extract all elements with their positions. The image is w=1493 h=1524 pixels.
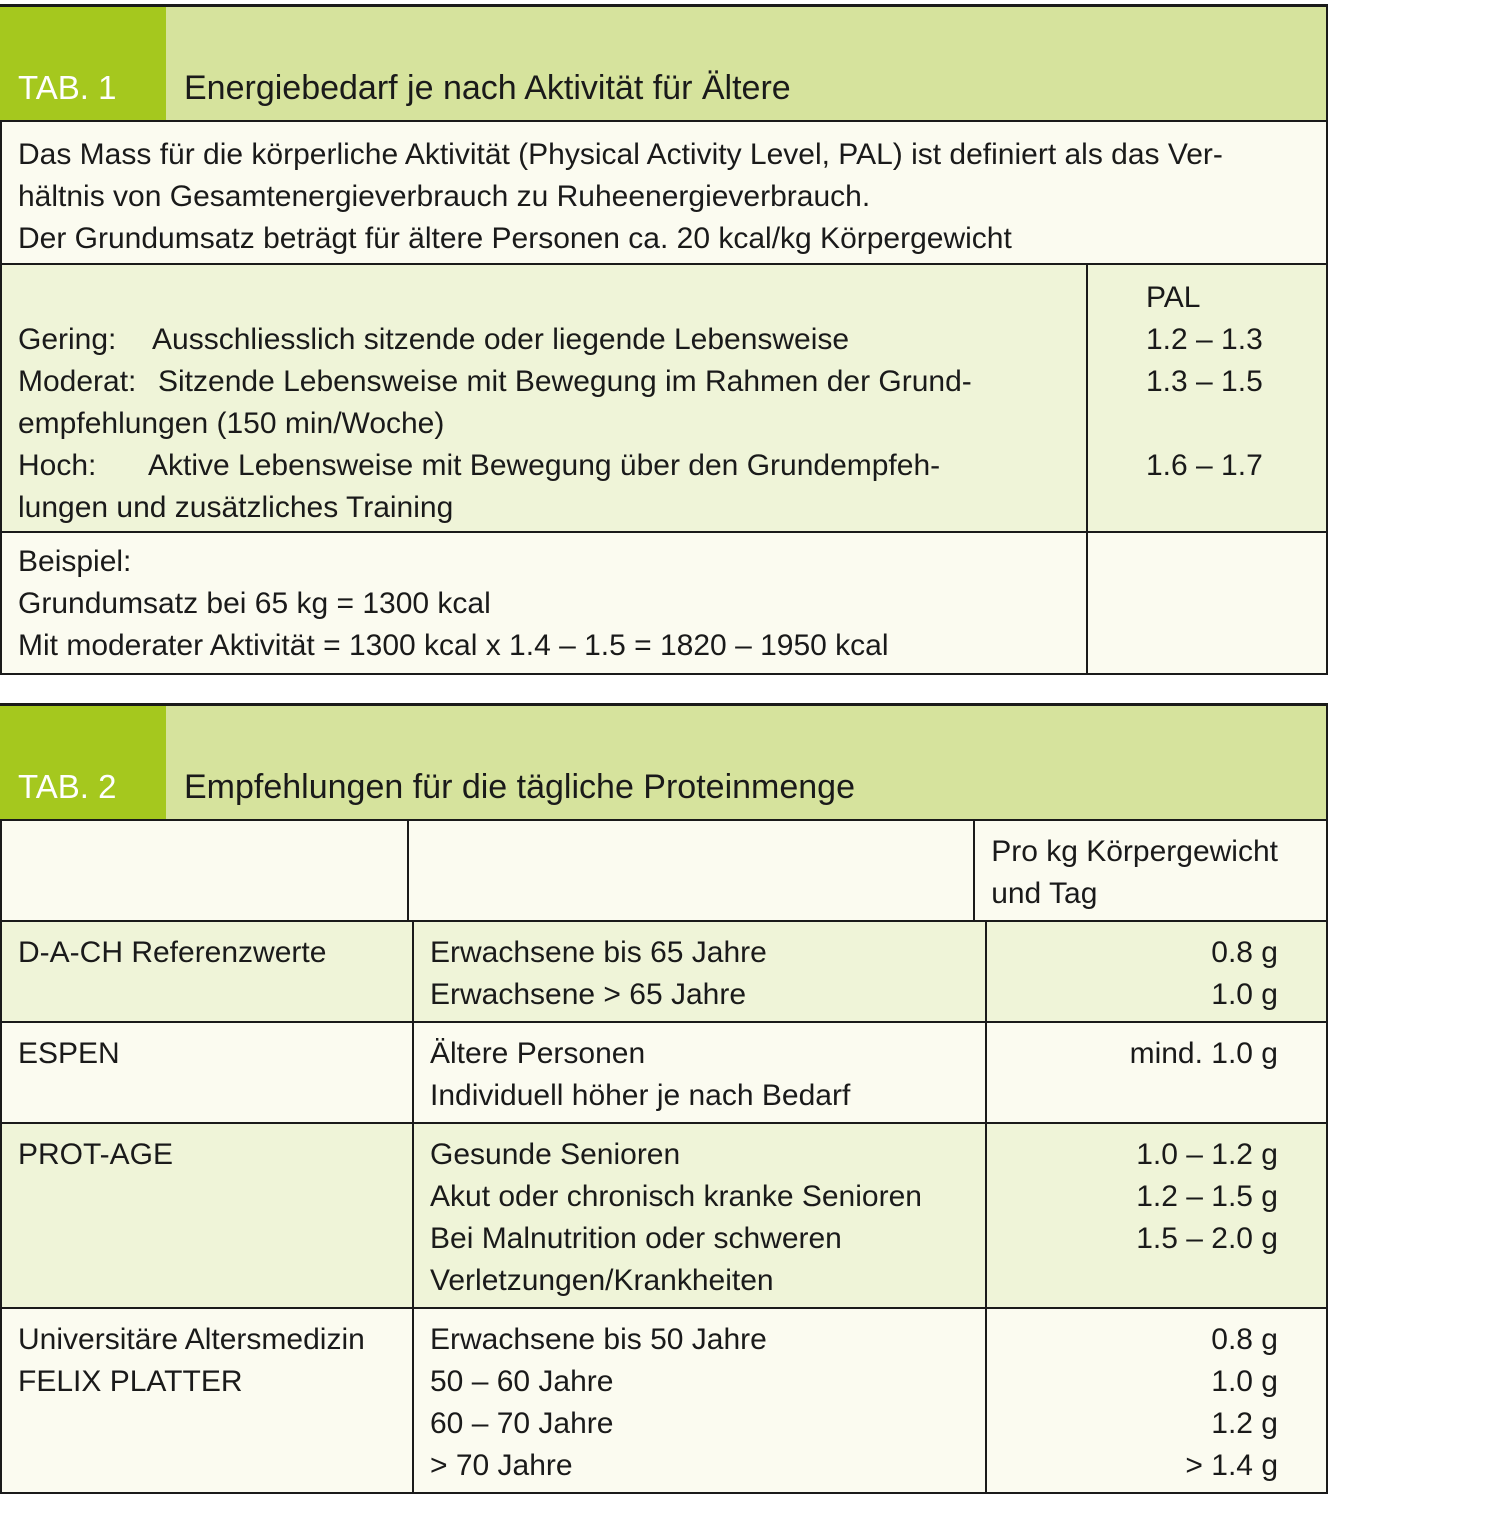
pal-value: 1.3 – 1.5: [1146, 365, 1263, 398]
table-1-intro: [0, 122, 1328, 265]
value-line: 1.5 – 2.0 g: [1136, 1222, 1278, 1255]
group-line: Akut oder chronisch kranke Senioren: [430, 1180, 922, 1213]
unit-header-line: und Tag: [991, 877, 1098, 910]
activity-level-label: Hoch:: [18, 449, 97, 482]
value-cell: [987, 1309, 1326, 1492]
group-line: Erwachsene bis 50 Jahre: [430, 1323, 767, 1356]
activity-level-text: Ausschliesslich sitzende oder liegende Lebensweise: [152, 323, 850, 356]
source-cell: [2, 922, 414, 1021]
group-line: > 70 Jahre: [430, 1449, 573, 1482]
group-line: Gesunde Senioren: [430, 1138, 681, 1171]
source-line: ESPEN: [18, 1037, 120, 1070]
source-cell: [2, 1023, 414, 1122]
group-line: Ältere Personen: [430, 1037, 646, 1070]
example-empty-cell: [1088, 533, 1326, 673]
table-1-header: [0, 4, 1328, 122]
table-2: [0, 703, 1328, 1494]
table-2-tag: TAB. 2: [0, 706, 166, 819]
value-line: 1.0 – 1.2 g: [1136, 1138, 1278, 1171]
activity-level-label: Moderat:: [18, 365, 137, 398]
value-line: 1.0 g: [1211, 978, 1278, 1011]
activity-level-label: Gering:: [18, 323, 117, 356]
source-cell: [2, 1124, 414, 1307]
unit-header-line: Pro kg Körpergewicht: [991, 835, 1278, 868]
table-2-column-header: [0, 821, 1328, 922]
example-line: Beispiel:: [18, 545, 132, 578]
activity-level-list: [2, 265, 1088, 531]
value-line: 0.8 g: [1211, 936, 1278, 969]
group-cell: [414, 1124, 987, 1307]
source-line: FELIX PLATTER: [18, 1365, 243, 1398]
table-row: [0, 1124, 1328, 1309]
unit-header: [975, 821, 1326, 920]
activity-level-continuation: empfehlungen (150 min/Woche): [18, 407, 445, 440]
pal-column: [1088, 265, 1326, 531]
value-line: 0.8 g: [1211, 1323, 1278, 1356]
group-line: Verletzungen/Krankheiten: [430, 1264, 774, 1297]
group-cell: [414, 922, 987, 1021]
source-line: D-A-CH Referenzwerte: [18, 936, 327, 969]
table-1-title: Energiebedarf je nach Aktivität für Ältere: [184, 69, 791, 107]
pal-header: PAL: [1146, 281, 1201, 314]
table-2-title: Empfehlungen für die tägliche Proteinmenge: [184, 768, 855, 806]
activity-level-text: Sitzende Lebensweise mit Bewegung im Rahmen der Grund-: [158, 365, 972, 398]
value-cell: [987, 1124, 1326, 1307]
activity-level-row: [18, 445, 1070, 487]
group-line: 60 – 70 Jahre: [430, 1407, 614, 1440]
intro-line: Der Grundumsatz beträgt für ältere Personen ca. 20 kcal/kg Körpergewicht: [18, 222, 1012, 255]
table-row: [0, 922, 1328, 1023]
value-cell: [987, 1023, 1326, 1122]
pal-value: 1.2 – 1.3: [1146, 323, 1263, 356]
value-line: 1.2 g: [1211, 1407, 1278, 1440]
example-line: Mit moderater Aktivität = 1300 kcal x 1.4 – 1.5 = 1820 – 1950 kcal: [18, 629, 889, 662]
activity-level-continuation: lungen und zusätzliches Training: [18, 491, 454, 524]
group-line: Erwachsene bis 65 Jahre: [430, 936, 767, 969]
group-cell: [414, 1023, 987, 1122]
table-1: [0, 4, 1328, 675]
example-text: [2, 533, 1088, 673]
group-line: 50 – 60 Jahre: [430, 1365, 614, 1398]
table-1-example: [0, 533, 1328, 675]
value-line: mind. 1.0 g: [1129, 1037, 1278, 1070]
group-line: Individuell höher je nach Bedarf: [430, 1079, 851, 1112]
source-cell: [2, 1309, 414, 1492]
intro-line: hältnis von Gesamtenergieverbrauch zu Ruheenergieverbrauch.: [18, 180, 871, 213]
value-line: 1.2 – 1.5 g: [1136, 1180, 1278, 1213]
intro-line: Das Mass für die körperliche Aktivität (Physical Activity Level, PAL) ist definiert als das Ver-: [18, 138, 1223, 171]
empty-header-cell: [2, 821, 409, 920]
activity-level-text: Aktive Lebensweise mit Bewegung über den Grundempfeh-: [148, 449, 941, 482]
table-row: [0, 1309, 1328, 1494]
source-line: PROT-AGE: [18, 1138, 174, 1171]
empty-header-cell: [409, 821, 975, 920]
activity-level-row: [18, 361, 1070, 403]
table-2-header: [0, 703, 1328, 821]
table-row: [0, 1023, 1328, 1124]
activity-level-row: [18, 319, 1070, 361]
table-1-tag: TAB. 1: [0, 7, 166, 120]
group-line: Erwachsene > 65 Jahre: [430, 978, 747, 1011]
example-line: Grundumsatz bei 65 kg = 1300 kcal: [18, 587, 491, 620]
source-line: Universitäre Altersmedizin: [18, 1323, 365, 1356]
value-line: > 1.4 g: [1185, 1449, 1278, 1482]
table-1-activity-levels: [0, 265, 1328, 533]
pal-value: 1.6 – 1.7: [1146, 449, 1263, 482]
group-line: Bei Malnutrition oder schweren: [430, 1222, 842, 1255]
value-line: 1.0 g: [1211, 1365, 1278, 1398]
value-cell: [987, 922, 1326, 1021]
group-cell: [414, 1309, 987, 1492]
